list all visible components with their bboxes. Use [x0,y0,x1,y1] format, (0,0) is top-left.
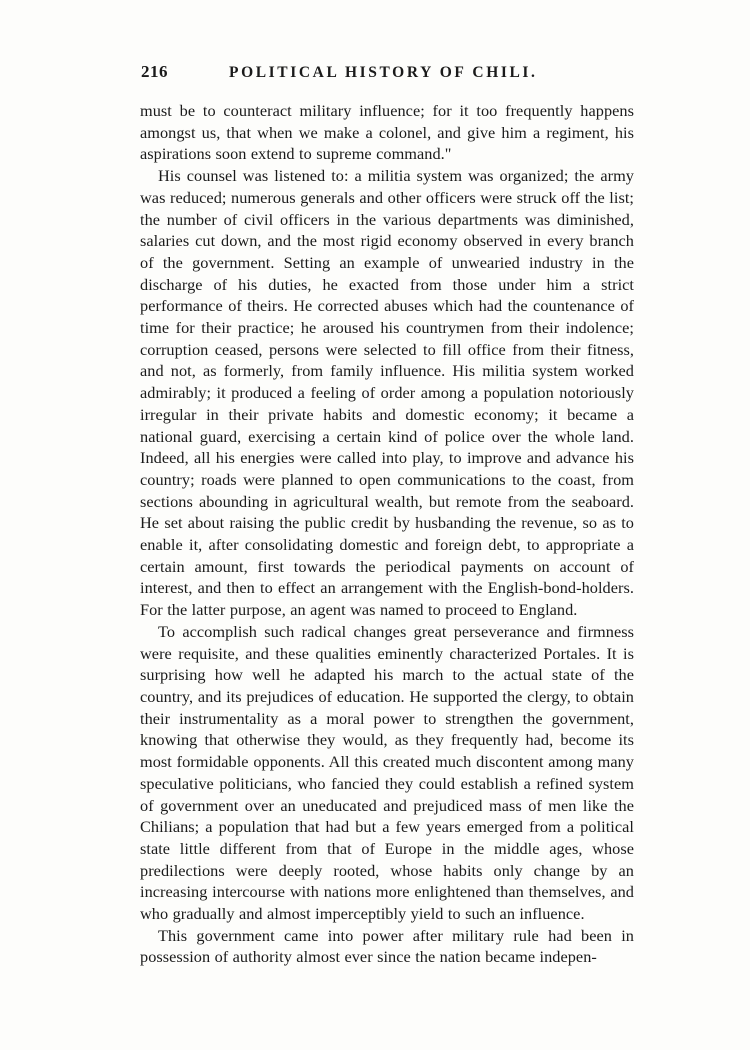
paragraph: His counsel was listened to: a militia system was organized; the army was reduced; numerous generals and other officers were struck off the list; the number of civil officers in the various departments was diminished, salaries cut down, and the most rigid economy observed in every branch of the government. Setting an example of unwearied industry in the discharge of his duties, he exacted from those under him a strict performance of theirs. He corrected abuses which had the countenance of time for their practice; he aroused his countrymen from their indolence; corruption ceased, persons were selected to fill office from their fitness, and not, as formerly, from family influence. His militia system worked admirably; it produced a feeling of order among a population notoriously irregular in their private habits and domestic economy; it became a national guard, exercising a certain kind of police over the whole land. Indeed, all his energies were called into play, to improve and advance his country; roads were planned to open communications to the coast, from sections abounding in agricultural wealth, but remote from the seaboard. He set about raising the public credit by husbanding the revenue, so as to enable it, after consolidating domestic and foreign debt, to appropriate a certain amount, first towards the periodical payments on account of interest, and then to effect an arrangement with the English-bond-holders. For the latter purpose, an agent was named to proceed to England. [140,166,634,620]
running-title: POLITICAL HISTORY OF CHILI. [229,64,538,81]
paragraph: This government came into power after military rule had been in possession of authority almost ever since the nation became indepen- [140,925,634,967]
paragraph: To accomplish such radical changes great perseverance and firmness were requisite, and these qualities eminently characterized Portales. It is surprising how well he adapted his march to the actual state of the country, and its prejudices of education. He supported the clergy, to obtain their instrumentality as a moral power to strengthen the government, knowing that otherwise they would, as they frequently had, become its most formidable opponents. All this created much discontent among many speculative politicians, who fancied they could establish a refined system of government over an uneducated and prejudiced mass of men like the Chilians; a population that had but a few years emerged from a political state little different from that of Europe in the middle ages, whose predilections were deeply rooted, whose habits only change by an increasing intercourse with nations more enlightened than themselves, and who gradually and almost imperceptibly yield to such an influence. [140,621,634,924]
paragraph-continuation: must be to counteract military influence; for it too frequently happens amongst us, that when we make a colonel, and give him a regiment, his aspirations soon extend to supreme command." [140,101,634,164]
page-number: 216 [141,62,168,81]
running-head [141,62,641,86]
body-text [140,100,634,968]
